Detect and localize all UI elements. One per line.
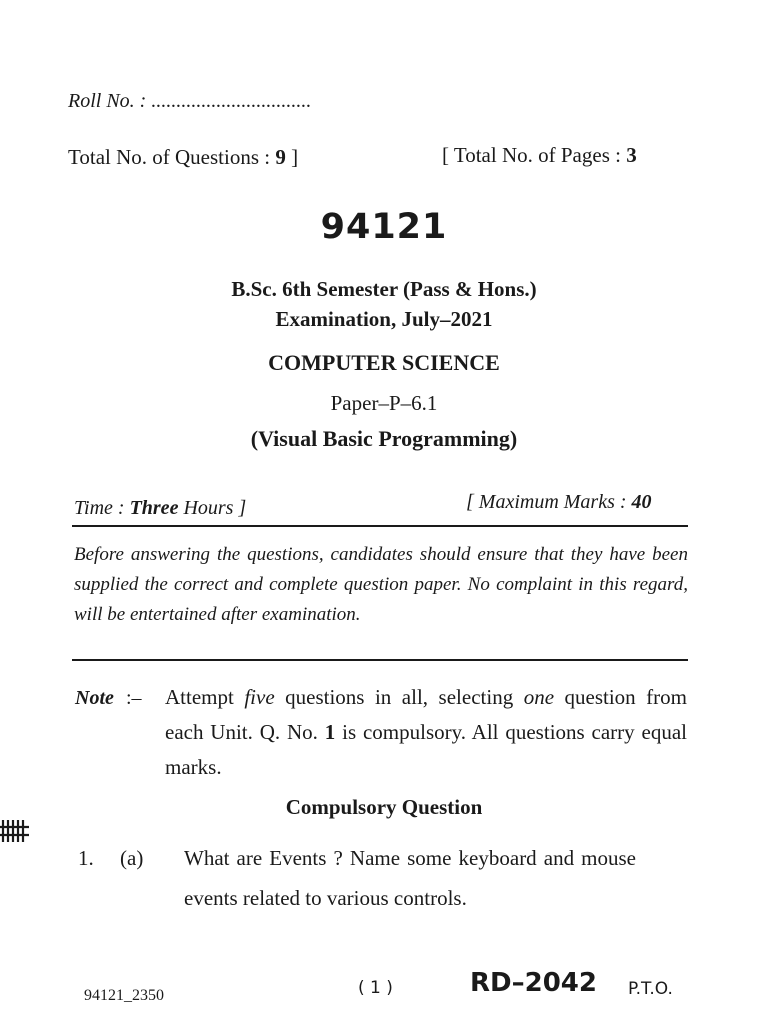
total-pages (442, 143, 637, 168)
marks-value: 40 (631, 491, 652, 513)
divider-top (72, 525, 688, 527)
note-text (165, 680, 687, 785)
instructions-paragraph: Before answering the questions, candidates should ensure that they have been supplied the correct and complete question paper. No complaint in this regard, will be entertained after examination. (74, 544, 688, 625)
maximum-marks (466, 491, 652, 514)
total-questions-close: ] (285, 145, 299, 169)
divider-bottom (72, 659, 688, 661)
total-questions-label: Total No. of Questions : (68, 145, 276, 169)
time-allowed (74, 497, 246, 520)
roll-number-line: Roll No. : ................................ (68, 90, 312, 112)
note-text-1: Attempt (165, 685, 245, 709)
section-heading: Compulsory Question (285, 795, 483, 819)
page-number: ( 1 ) (358, 978, 393, 998)
note-label: Note (75, 687, 114, 709)
total-questions (68, 145, 298, 170)
paper-code: 94121 (320, 207, 448, 247)
tally-marks-icon (0, 818, 30, 844)
paper-title: (Visual Basic Programming) (250, 426, 518, 451)
note-text-7: is compulsory. All questions carry equal marks. (165, 720, 687, 779)
question-number: 1. (78, 846, 94, 870)
subject-title: COMPUTER SCIENCE (268, 350, 500, 375)
question-text: What are Events ? Name some keyboard and mouse events related to various controls. (184, 846, 636, 910)
note-text-5: question from each Unit. Q. No. (165, 685, 687, 744)
footer-paper-code: RD–2042 (470, 968, 597, 998)
time-value: Three (129, 497, 179, 519)
note-text-qno: 1 (324, 720, 336, 744)
please-turn-over: P.T.O. (628, 979, 673, 999)
paper-number: Paper–P–6.1 (330, 391, 438, 415)
note-text-3: questions in all, selecting (274, 685, 524, 709)
course-title: B.Sc. 6th Semester (Pass & Hons.) (231, 277, 537, 301)
note-dash: :– (126, 687, 142, 709)
marks-label: [ Maximum Marks : (466, 491, 632, 513)
question-part: (a) (120, 846, 144, 870)
total-pages-label: [ Total No. of Pages : (442, 143, 627, 167)
footer-code-left: 94121_2350 (84, 987, 164, 1004)
note-text-five: five (244, 685, 275, 709)
total-questions-value: 9 (275, 145, 286, 169)
note-text-one: one (523, 685, 555, 709)
time-suffix: Hours ] (178, 497, 247, 519)
exam-session: Examination, July–2021 (275, 307, 493, 331)
total-pages-value: 3 (626, 143, 637, 167)
time-label: Time : (74, 497, 130, 519)
